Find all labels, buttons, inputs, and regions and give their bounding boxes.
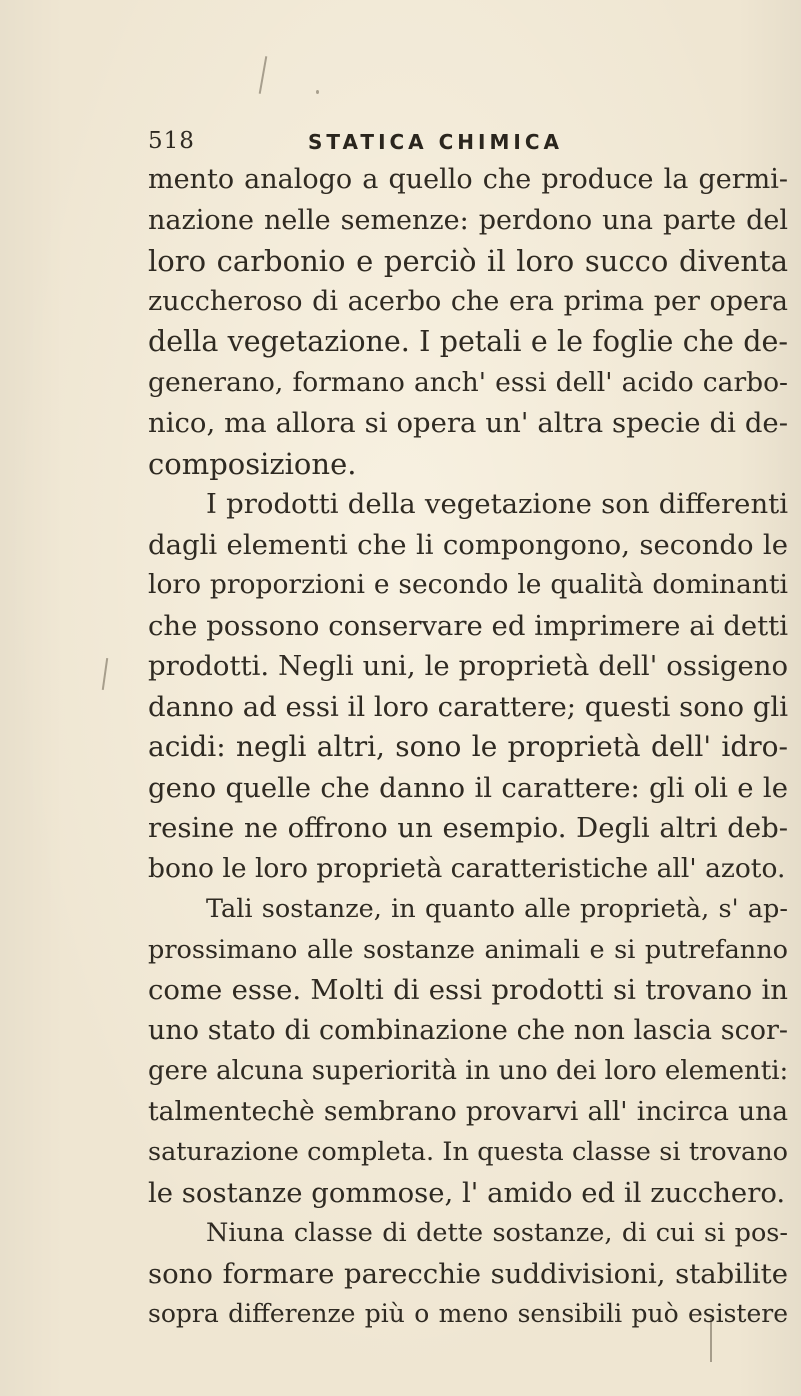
text-line: dagli elementi che li compongono, secondo le [148,528,788,561]
text-line: mento analogo a quello che produce la germi- [148,164,788,195]
text-line: bono le loro proprietà caratteristiche all' azoto. [148,852,786,884]
ink-dot-top [316,90,319,94]
page-header [148,128,788,158]
text-line: nazione nelle semenze: perdono una parte del [148,204,788,236]
text-line: uno stato di combinazione che non lascia scor- [148,1014,788,1046]
text-line: zuccheroso di acerbo che era prima per opera [148,285,788,317]
text-line: composizione. [148,446,357,481]
text-line: sopra differenze più o meno sensibili può esistere [148,1299,788,1328]
ink-mark-top [259,56,268,94]
text-line: che possono conservare ed imprimere ai detti [148,609,788,642]
text-line: loro carbonio e perciò il loro succo diventa [148,244,788,278]
paragraph-start-line: Niuna classe di dette sostanze, di cui si pos- [206,1218,788,1248]
text-line: talmentechè sembrano provarvi all' incirca una [148,1095,788,1127]
ink-mark-left-margin [102,658,108,690]
paragraph-start-line: Tali sostanze, in quanto alle proprietà, s' ap- [206,894,788,924]
text-line: loro proporzioni e secondo le qualità dominanti [148,569,788,600]
text-line: come esse. Molti di essi prodotti si trovano in [148,974,788,1006]
text-line: della vegetazione. I petali e le foglie che de- [148,325,788,358]
body-text [148,160,788,1335]
text-line: le sostanze gommose, l' amido ed il zucchero. [148,1176,786,1209]
text-line: prossimano alle sostanze animali e si putrefanno [148,934,788,965]
running-head: STATICA CHIMICA [308,130,563,154]
page-number: 518 [148,128,195,154]
text-line: sono formare parecchie suddivisioni, stabilite [148,1257,788,1290]
text-line: gere alcuna superiorità in uno dei loro elementi: [148,1056,788,1086]
text-line: geno quelle che danno il carattere: gli oli e le [148,771,788,804]
text-line: saturazione completa. In questa classe si trovano [148,1137,788,1167]
paragraph-start-line: I prodotti della vegetazione son differenti [206,488,788,520]
text-line: nico, ma allora si opera un' altra specie di de- [148,407,788,439]
text-line: danno ad essi il loro carattere; questi sono gli [148,690,788,723]
text-line: acidi: negli altri, sono le proprietà dell' idro- [148,730,788,763]
text-line: generano, formano anch' essi dell' acido carbo- [148,366,788,398]
text-line: resine ne offrono un esempio. Degli altri deb- [148,812,788,844]
text-line: prodotti. Negli uni, le proprietà dell' ossigeno [148,650,788,682]
